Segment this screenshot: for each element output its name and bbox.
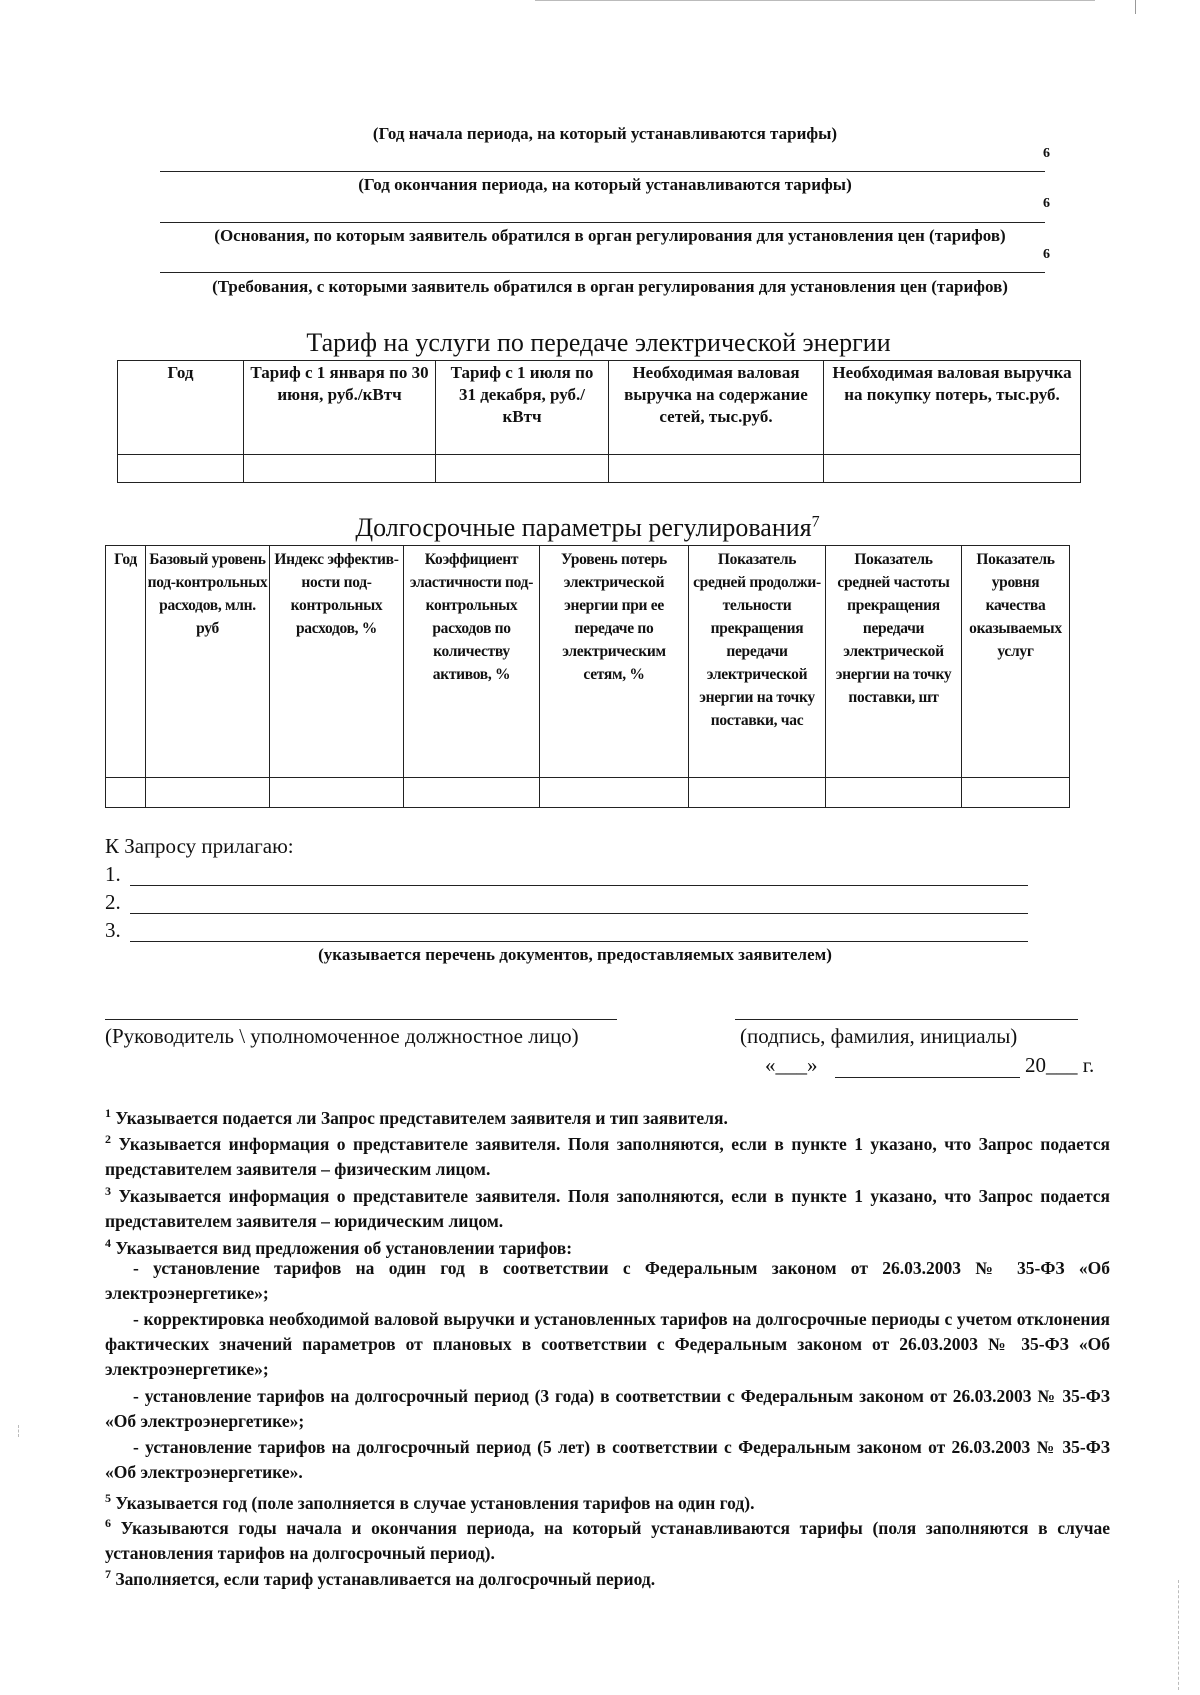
longterm-cell-service-quality[interactable] [962, 778, 1070, 808]
tariff-header-nvv-losses: Необходимая валовая выручка на покупку потерь, тыс.руб. [824, 361, 1081, 455]
tariff-cell-nvv-networks[interactable] [609, 455, 824, 483]
footnote-text: - установление тарифов на один год в соответствии с Федеральным законом от 26.03.2003 № 35-ФЗ «Об электроэнергетике»; [105, 1258, 1110, 1303]
caption-grounds: (Основания, по которым заявитель обратился в орган регулирования для установления цен (тарифов) [214, 226, 1006, 245]
scan-edge-mark [1135, 0, 1136, 14]
caption-year-start: (Год начала периода, на который устанавливаются тарифы) [372, 124, 838, 143]
longterm-header-loss-level: Уровень потерь электрической энергии при ее передаче по электрическим сетям, % [540, 546, 689, 778]
longterm-cell-elasticity[interactable] [404, 778, 540, 808]
signature-label: (подпись, фамилия, инициалы) [740, 1024, 1018, 1048]
scan-margin-mark [18, 1425, 19, 1437]
field-line-requirements [160, 272, 1045, 273]
longterm-header-elasticity: Коэффициент эластичности под-контрольных расходов по количеству активов, % [404, 546, 540, 778]
footnote-number: 1 [105, 1106, 111, 1120]
date-year-prefix: 20 [1025, 1053, 1046, 1077]
longterm-header-outage-frequency: Показатель средней частоты прекращения передачи электрической энергии на точку поставки, шт [826, 546, 962, 778]
attachment-number: 3. [105, 918, 121, 942]
footnote-mark: 6 [1043, 196, 1050, 211]
longterm-header-service-quality: Показатель уровня качества оказываемых услуг [962, 546, 1070, 778]
footnote-number: 5 [105, 1491, 111, 1505]
field-line-grounds [160, 222, 1045, 223]
longterm-title-text: Долгосрочные параметры регулирования [355, 513, 812, 542]
footnote-4-option-1 [105, 1256, 1110, 1306]
tariff-header-year: Год [118, 361, 244, 455]
longterm-cell-loss-level[interactable] [540, 778, 689, 808]
attachment-number: 2. [105, 890, 121, 914]
tariff-cell-nvv-losses[interactable] [824, 455, 1081, 483]
date-day-month: «___» [765, 1053, 818, 1077]
attachment-number: 1. [105, 862, 121, 886]
date-month-line[interactable] [835, 1077, 1020, 1078]
footnote-4-option-4 [105, 1435, 1110, 1485]
footnote-mark: 6 [1043, 146, 1050, 161]
scan-margin-mark [1178, 1580, 1179, 1690]
footnote-text: Указывается информация о представителе заявителя. Поля заполняются, если в пункте 1 указано, что Запрос подается представителем заявителя – физическим лицом. [105, 1133, 1110, 1179]
footnote-text: Указывается информация о представителе заявителя. Поля заполняются, если в пункте 1 указано, что Запрос подается представителем заявителя – юридическим лицом. [105, 1185, 1110, 1231]
attachment-line-2[interactable] [130, 913, 1028, 914]
attachments-hint: (указывается перечень документов, предоставляемых заявителем) [318, 945, 832, 964]
attachments-label: К Запросу прилагаю: [105, 834, 294, 858]
footnote-number: 6 [105, 1516, 111, 1530]
footnote-number: 3 [105, 1184, 111, 1198]
footnote-text: Указываются годы начала и окончания периода, на который устанавливаются тарифы (поля заполняются в случае установления тарифов на долгосрочный период). [105, 1517, 1110, 1563]
footnote-text: Указывается вид предложения об установлении тарифов: [115, 1237, 573, 1258]
longterm-cell-base-costs[interactable] [146, 778, 270, 808]
footnote-text: - корректировка необходимой валовой выручки и установленных тарифов на долгосрочные периоды с учетом отклонения фактических значений параметров от плановых в соответствии с Федеральным законом от 26.03.2003 № 35-ФЗ «Об электроэнергетике»; [105, 1309, 1110, 1379]
footnote-text: Заполняется, если тариф устанавливается на долгосрочный период. [115, 1568, 656, 1589]
attachment-line-3[interactable] [130, 941, 1028, 942]
footnote-2 [105, 1127, 1110, 1182]
tariff-header-jul-dec: Тариф с 1 июля по 31 декабря, руб./кВтч [436, 361, 609, 455]
field-line-year-end [160, 171, 1045, 172]
footnote-mark: 6 [1043, 247, 1050, 262]
longterm-cell-year[interactable] [106, 778, 146, 808]
tariff-table [117, 360, 1081, 483]
footnote-3 [105, 1179, 1110, 1234]
longterm-table [105, 545, 1070, 808]
longterm-cell-outage-frequency[interactable] [826, 778, 962, 808]
longterm-title-footnote: 7 [811, 513, 820, 531]
longterm-header-year: Год [106, 546, 146, 778]
tariff-header-nvv-networks: Необходимая валовая выручка на содержание сетей, тыс.руб. [609, 361, 824, 455]
scan-edge [535, 0, 1095, 1]
caption-requirements: (Требования, с которыми заявитель обратился в орган регулирования для установления цен (тарифов) [212, 277, 1008, 296]
tariff-cell-jan-jun[interactable] [244, 455, 436, 483]
tariff-header-jan-jun: Тариф с 1 января по 30 июня, руб./кВтч [244, 361, 436, 455]
date-year-suffix: ___ г. [1046, 1053, 1095, 1077]
tariff-table-title: Тариф на услуги по передаче электрической энергии [306, 328, 891, 357]
footnote-text: - установление тарифов на долгосрочный период (5 лет) в соответствии с Федеральным законом от 26.03.2003 № 35-ФЗ «Об электроэнергетике». [105, 1437, 1110, 1482]
date-year [1025, 1053, 1094, 1078]
longterm-cell-outage-duration[interactable] [689, 778, 826, 808]
footnote-number: 4 [105, 1236, 111, 1250]
longterm-header-efficiency-index: Индекс эффектив-ности под-контрольных расходов, % [270, 546, 404, 778]
longterm-table-title [106, 513, 1069, 543]
signature-line[interactable] [735, 1019, 1078, 1020]
longterm-header-base-costs: Базовый уровень под-контрольных расходов, млн. руб [146, 546, 270, 778]
tariff-cell-jul-dec[interactable] [436, 455, 609, 483]
position-label: (Руководитель \ уполномоченное должностное лицо) [105, 1024, 579, 1048]
longterm-cell-efficiency-index[interactable] [270, 778, 404, 808]
footnote-7 [105, 1562, 1110, 1592]
footnote-number: 7 [105, 1567, 111, 1581]
caption-year-end: (Год окончания периода, на который устанавливаются тарифы) [358, 175, 852, 194]
longterm-header-outage-duration: Показатель средней продолжи-тельности прекращения передачи электрической энергии на точку поставки, час [689, 546, 826, 778]
footnote-4-option-3 [105, 1384, 1110, 1434]
position-line[interactable] [105, 1019, 617, 1020]
attachment-line-1[interactable] [130, 885, 1028, 886]
footnote-text: Указывается подается ли Запрос представителем заявителя и тип заявителя. [115, 1107, 728, 1128]
footnote-6 [105, 1511, 1110, 1566]
footnote-text: - установление тарифов на долгосрочный период (3 года) в соответствии с Федеральным законом от 26.03.2003 № 35-ФЗ «Об электроэнергетике»; [105, 1386, 1110, 1431]
footnote-number: 2 [105, 1132, 111, 1146]
footnote-text: Указывается год (поле заполняется в случае установления тарифов на один год). [115, 1492, 755, 1513]
footnote-4-option-2 [105, 1307, 1110, 1382]
tariff-cell-year[interactable] [118, 455, 244, 483]
